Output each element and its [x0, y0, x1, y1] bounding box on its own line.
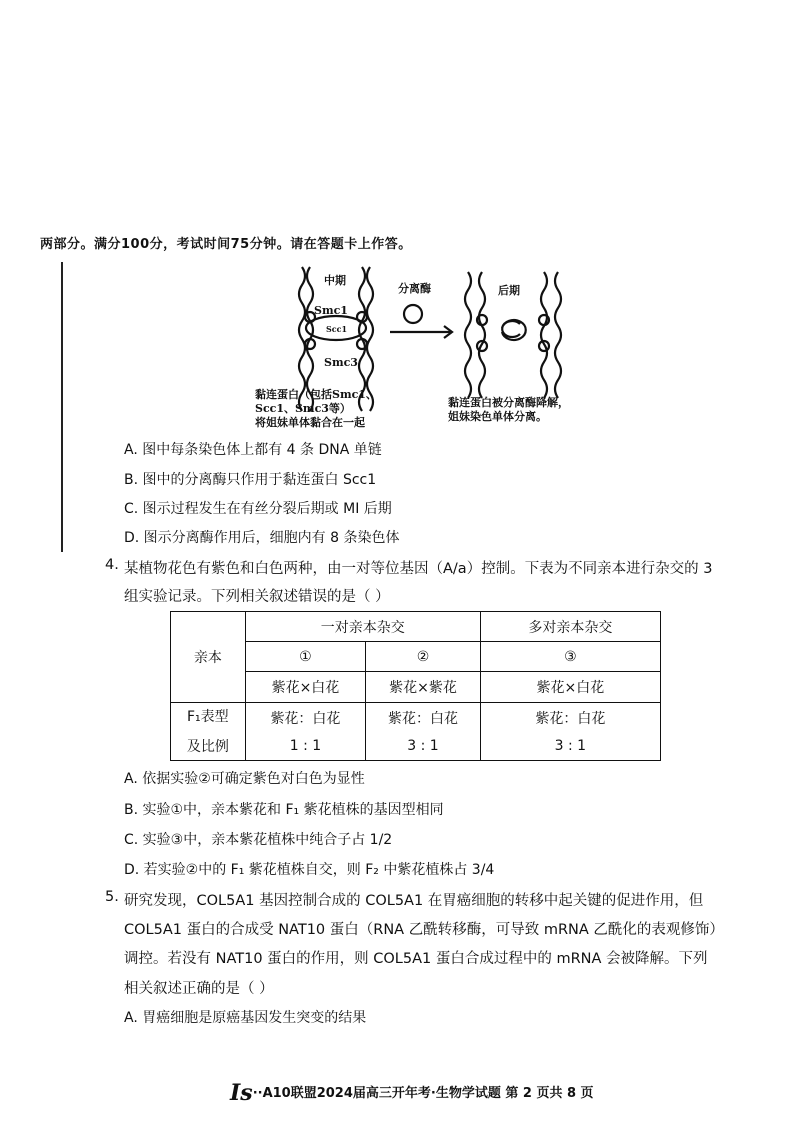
chromatid-5	[465, 272, 471, 398]
caption-right: 黏连蛋白被分离酶降解， 姐妹染色单体分离。	[448, 396, 569, 423]
q5-option-a[interactable]: A. 胃癌细胞是原癌基因发生突变的结果	[124, 1010, 367, 1026]
q4-option-a[interactable]: A. 依据实验②可确定紫色对白色为显性	[124, 771, 365, 787]
cross-1: 紫花×白花	[245, 672, 366, 702]
result-3: 紫花：白花 3 : 1	[480, 702, 660, 760]
exp-1: ①	[245, 642, 366, 672]
q4-option-d[interactable]: D. 若实验②中的 F₁ 紫花植株自交，则 F₂ 中紫花植株占 3/4	[124, 862, 495, 878]
q4-stem-line2: 组实验记录。下列相关叙述错误的是（ ）	[124, 589, 390, 605]
cross-table	[170, 611, 661, 761]
separase-icon	[404, 305, 422, 323]
q5-line-3: 调控。若没有 NAT10 蛋白的作用，则 COL5A1 蛋白合成过程中的 mRNA 会被降解。下列	[124, 951, 708, 967]
q5-number: 5.	[105, 889, 119, 905]
q3-option-c[interactable]: C. 图示过程发生在有丝分裂后期或 MI 后期	[124, 501, 392, 517]
q5-line-4: 相关叙述正确的是（ ）	[124, 981, 274, 997]
label-scc1: Scc1	[326, 324, 348, 334]
exp-3: ③	[480, 642, 660, 672]
header-single-cross: 一对亲本杂交	[245, 612, 480, 642]
label-separase: 分离酶	[398, 282, 431, 295]
q4-option-b[interactable]: B. 实验①中，亲本紫花和 F₁ 紫花植株的基因型相同	[124, 802, 444, 818]
footer-logo: Is	[230, 1080, 253, 1106]
q3-option-b[interactable]: B. 图中的分离酶只作用于黏连蛋白 Scc1	[124, 472, 377, 488]
exp-2: ②	[366, 642, 481, 672]
label-smc3: Smc3	[324, 356, 358, 369]
header-f1: F₁表型 及比例	[171, 702, 246, 760]
q3-option-d[interactable]: D. 图示分离酶作用后，细胞内有 8 条染色体	[124, 530, 400, 546]
caption-left: 黏连蛋白（包括Smc1、 Scc1、Smc3等） 将姐妹单体黏合在一起	[255, 388, 377, 429]
chromatid-7	[541, 272, 547, 398]
label-smc1: Smc1	[314, 304, 348, 317]
chromatid-6	[479, 272, 485, 398]
cross-2: 紫花×紫花	[366, 672, 481, 702]
q4-number: 4.	[105, 557, 119, 573]
header-multi-cross: 多对亲本杂交	[480, 612, 660, 642]
header-parent: 亲本	[171, 612, 246, 703]
result-1: 紫花：白花 1 : 1	[245, 702, 366, 760]
q4-option-c[interactable]: C. 实验③中，亲本紫花植株中纯合子占 1/2	[124, 832, 393, 848]
label-anaphase: 后期	[498, 284, 520, 297]
cross-3: 紫花×白花	[480, 672, 660, 702]
q5-line-1: 研究发现，COL5A1 基因控制合成的 COL5A1 在胃癌细胞的转移中起关键的促进作用，但	[124, 893, 704, 909]
cleaved-cohesin	[502, 320, 526, 340]
intro-text: 两部分。满分100分，考试时间75分钟。请在答题卡上作答。	[40, 237, 412, 252]
page-footer	[230, 1080, 594, 1106]
chromatid-8	[555, 272, 561, 398]
result-2: 紫花：白花 3 : 1	[366, 702, 481, 760]
footer-text: ··A10联盟2024届高三开年考·生物学试题 第 2 页共 8 页	[252, 1086, 594, 1101]
label-metaphase: 中期	[324, 274, 346, 287]
q3-option-a[interactable]: A. 图中每条染色体上都有 4 条 DNA 单链	[124, 442, 382, 458]
q5-line-2: COL5A1 蛋白的合成受 NAT10 蛋白（RNA 乙酰转移酶，可导致 mRNA 乙酰化的表观修饰）	[124, 922, 724, 938]
q4-stem-line1: 某植物花色有紫色和白色两种，由一对等位基因（A/a）控制。下表为不同亲本进行杂交的 3	[124, 561, 713, 577]
margin-line	[61, 262, 63, 552]
